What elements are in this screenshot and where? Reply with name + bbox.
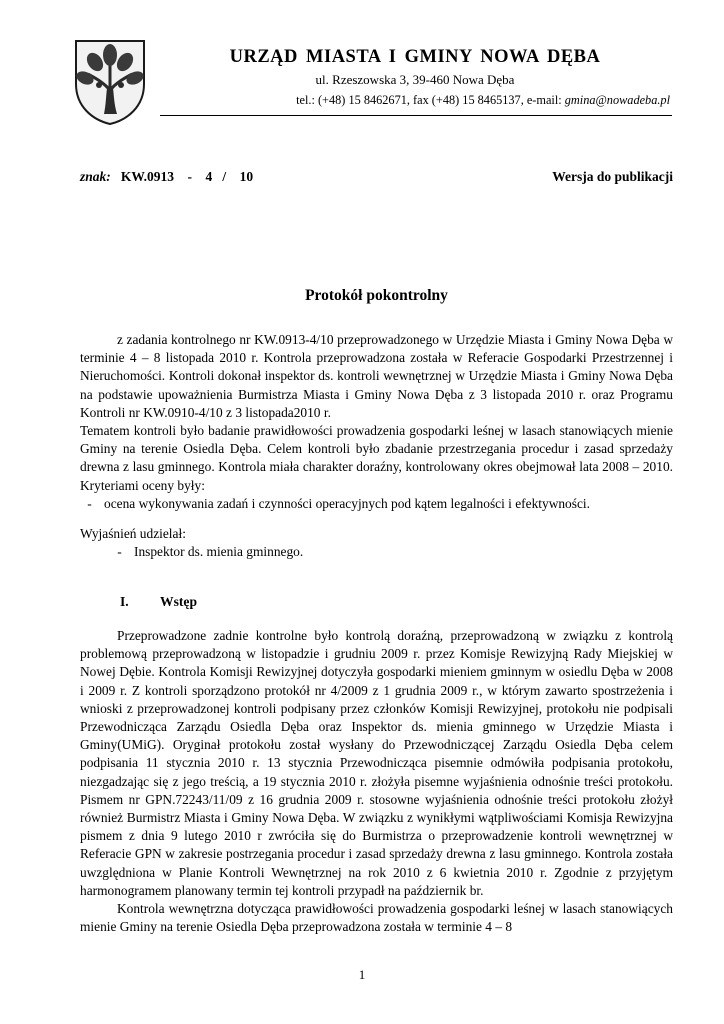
reference-code-value: KW.0913 xyxy=(120,169,175,184)
intro-paragraph: Tematem kontroli było badanie prawidłowości prowadzenia gospodarki leśnej w lasach stanowiących mienie Gminy na terenie Osiedla Dęba. Celem kontroli było zbadanie przestrzegania procedur i zasad sprzedaży drewna z lasu gminnego. Kontrola miała charakter doraźny, kontrolowany okres obejmował lata 2008 – 2010. Kryteriami oceny były: xyxy=(80,423,673,493)
office-address: ul. Rzeszowska 3, 39-460 Nowa Dęba xyxy=(315,72,515,87)
document-title: Protokół pokontrolny xyxy=(305,287,448,304)
contact-email-link[interactable]: gmina@nowadeba.pl xyxy=(564,93,670,107)
reference-line xyxy=(80,169,673,185)
reference-sep1: - xyxy=(187,169,193,184)
section-body xyxy=(80,627,673,936)
page-number: 1 xyxy=(358,967,366,982)
coat-of-arms-oak-icon xyxy=(73,38,147,126)
list-item xyxy=(80,495,673,513)
section-number: I. xyxy=(120,594,129,609)
reference-year: 10 xyxy=(239,169,254,184)
criteria-item: ocena wykonywania zadań i czynności operacyjnych pod kątem legalności i efektywności. xyxy=(104,495,590,511)
contact-phone-fax: tel.: (+48) 15 8462671, fax (+48) 15 8465137, e-mail: xyxy=(296,93,565,107)
intro-paragraph: z zadania kontrolnego nr KW.0913-4/10 przeprowadzonego w Urzędzie Miasta i Gminy Nowa Dęba w terminie 4 – 8 listopada 2010 r. Kontrola przeprowadzona została w Referacie Gospodarki Przestrzennej i Nieruchomości. Kontroli dokonał inspektor ds. kontroli wewnętrznej w Urzędzie Miasta i Gminy Nowa Dęba na podstawie upoważnienia Burmistrza Miasta i Gminy Nowa Dęba z 3 listopada 2010 r. oraz Programu Kontroli nr KW.0910-4/10 z 3 listopada2010 r. xyxy=(80,332,673,420)
section-paragraph: Kontrola wewnętrzna dotycząca prawidłowości prowadzenia gospodarki leśnej w lasach stanowiących mienie Gminy na terenie Osiedla Dęba przeprowadzona została w terminie 4 – 8 xyxy=(80,901,673,935)
list-bullet: - xyxy=(87,495,92,511)
reference-label: znak: xyxy=(80,169,111,184)
section-heading xyxy=(120,594,197,610)
list-bullet: - xyxy=(117,544,122,560)
office-contact xyxy=(160,93,670,108)
list-item xyxy=(80,543,673,561)
header-divider xyxy=(160,115,672,116)
explanations-item: Inspektor ds. mienia gminnego. xyxy=(134,544,304,560)
office-name: URZĄD MIASTA I GMINY NOWA DĘBA xyxy=(229,47,601,67)
section-title: Wstęp xyxy=(160,594,198,609)
reference-number: 4 xyxy=(205,169,213,184)
intro-block xyxy=(80,331,673,513)
explanations-label: Wyjaśnień udzielał: xyxy=(80,526,186,541)
version-label: Wersja do publikacji xyxy=(552,169,673,184)
explanations-block xyxy=(80,525,673,561)
reference-sep2: / xyxy=(222,169,227,184)
reference-code xyxy=(80,169,253,185)
section-paragraph: Przeprowadzone zadnie kontrolne było kontrolą doraźną, przeprowadzoną w związku z kontrolą problemową przeprowadzoną w listopadzie i grudniu 2009 r. przez Komisje Rewizyjną Rady Miejskiej w Nowej Dębie. Kontrola Komisji Rewizyjnej dotyczyła gospodarki mieniem gminnym w osiedlu Dęba w 2008 i 2009 r. Z kontroli sporządzono protokół nr 4/2009 z 1 grudnia 2009 r., w którym zawarto spostrzeżenia i wnioski z przeprowadzonej kontroli podpisany przez członków Komisji Rewizyjnej, protokołu nie podpisali Przewodnicząca Zarządu Osiedla Dęba oraz Inspektor ds. mienia gminnego w Urzędzie Miasta i Gminy(UMiG). Oryginał protokołu został wysłany do Przewodniczącej Zarządu Osiedla Dęba celem podpisania 11 stycznia 2010 r. 13 stycznia Przewodnicząca pisemnie odmówiła podpisania protokołu, niezgadzając się z jego treścią, a 19 stycznia 2010 r. złożyła pisemne wyjaśnienia odnośnie treści protokołu. Pismem nr GPN.72243/11/09 z 16 grudnia 2009 r. stosowne wyjaśnienia odnośnie treści protokołu złożył również Burmistrz Miasta i Gminy Nowa Dęba. W związku z wynikłymi wątpliwościami Komisja Rewizyjna pismem z dnia 9 lutego 2010 r zwróciła się do Burmistrza o przeprowadzenie kontroli wewnętrznej w Referacie GPN w zakresie postrzegania procedur i zasad sprzedaży drewna z lasu gminnego. Kontrola została uwzględniona w Planie Kontroli Wewnętrznej na rok 2010 z 6 kwietnia 2010 r. Zgodnie z przyjętym harmonogramem planowany termin tej kontroli przypadł na październik br. xyxy=(80,628,673,898)
